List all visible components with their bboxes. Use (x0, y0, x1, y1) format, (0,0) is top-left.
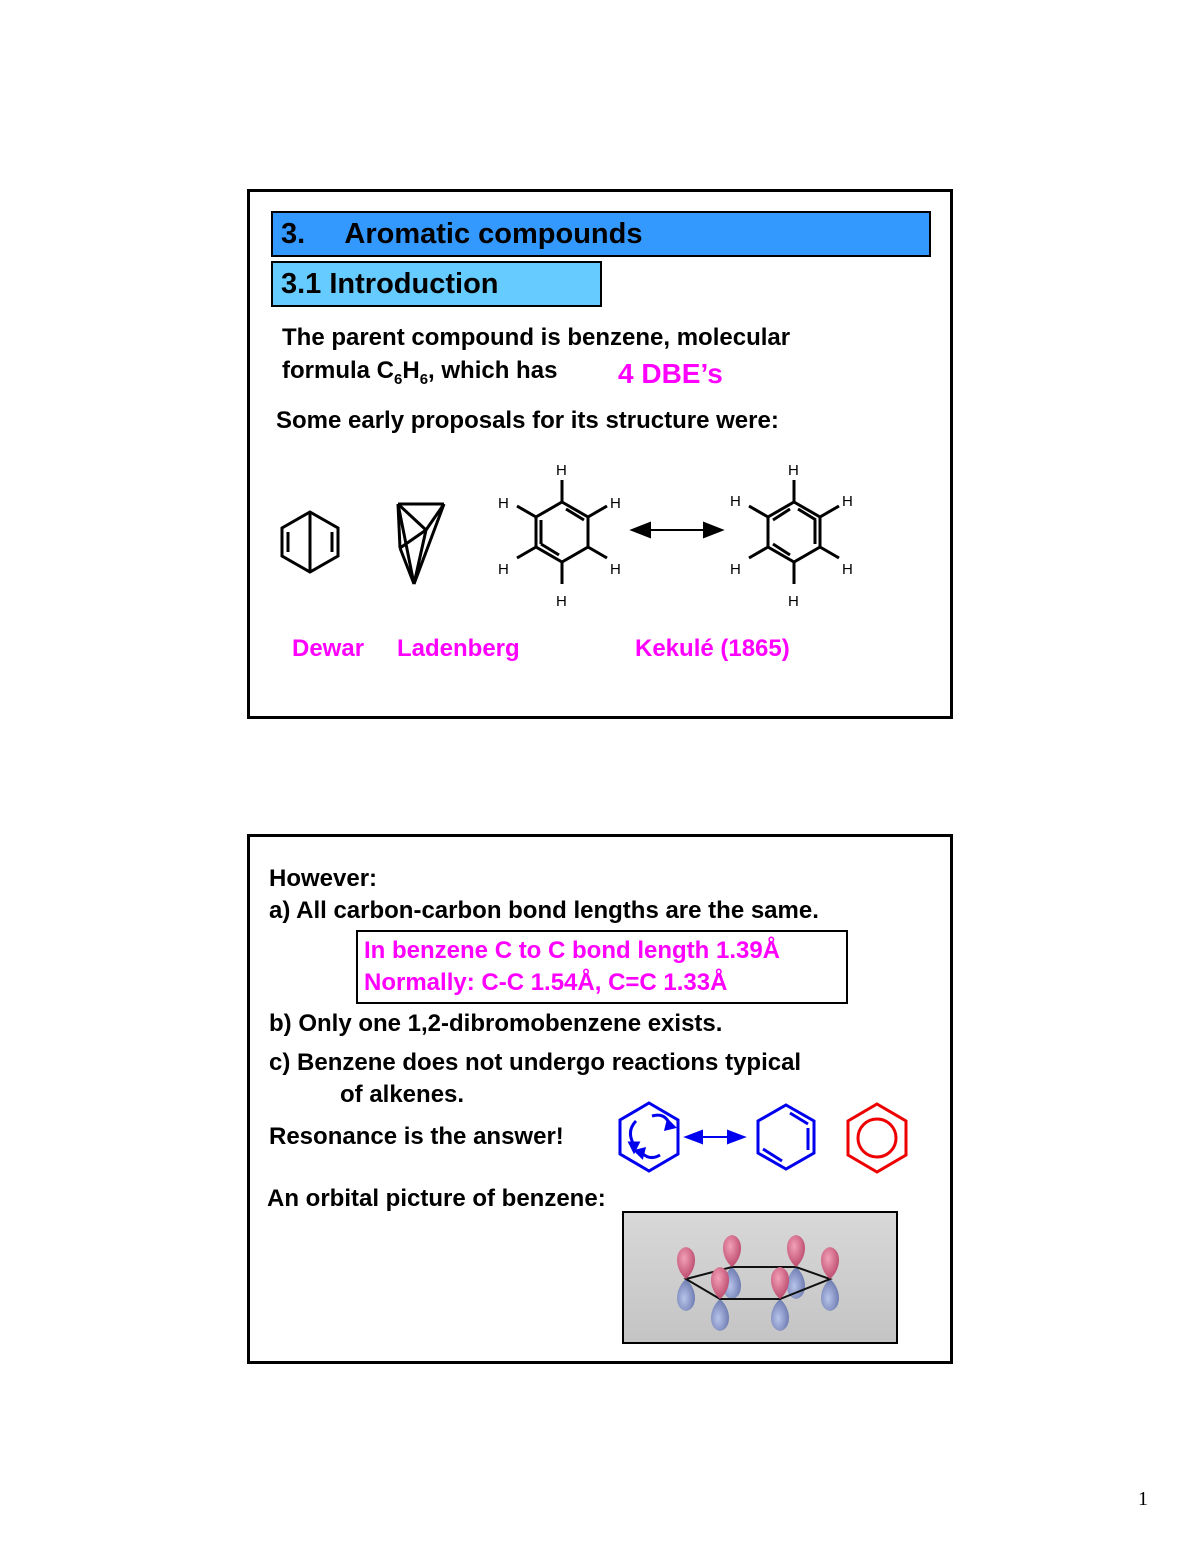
kekule2-h-top-right: H (842, 493, 853, 510)
label-dewar: Dewar (292, 635, 365, 662)
point-c-line-2: of alkenes. (340, 1081, 465, 1108)
kekule2-h-top: H (788, 462, 799, 479)
kekule2-h-top-left: H (730, 493, 741, 510)
kekule1-h-bottom-right: H (610, 561, 621, 578)
point-b: b) Only one 1,2-dibromobenzene exists. (269, 1010, 723, 1037)
kekule2-h-bottom-left: H (730, 561, 741, 578)
kekule-structure-1 (517, 480, 607, 584)
kekule2-h-bottom-right: H (842, 561, 853, 578)
resonance-answer: Resonance is the answer! (269, 1123, 564, 1150)
kekule1-h-top-right: H (610, 495, 621, 512)
ladenberg-prismane-structure (398, 504, 444, 584)
point-a: a) All carbon-carbon bond lengths are the same. (269, 897, 819, 924)
bond-length-line-1: In benzene C to C bond length 1.39Å (364, 937, 781, 964)
dewar-benzene-structure (282, 512, 338, 572)
benzene-circle-red-structure (848, 1104, 906, 1172)
label-kekule: Kekulé (1865) (635, 635, 790, 662)
slide-benzene-properties (247, 834, 953, 1364)
formula-suffix: , which has (428, 357, 558, 384)
dbe-count: 4 DBE’s (618, 358, 723, 389)
however-heading: However: (269, 865, 378, 892)
benzene-resonance-arrows-structure (620, 1103, 678, 1171)
blue-double-arrow (686, 1131, 744, 1143)
formula-h: H (402, 357, 420, 384)
proposals-heading: Some early proposals for its structure were: (276, 407, 779, 434)
orbital-picture (622, 1211, 898, 1344)
label-ladenberg: Ladenberg (397, 635, 520, 662)
intro-line-1: The parent compound is benzene, molecular (282, 324, 791, 351)
page-number: 1 (1138, 1488, 1148, 1510)
formula-sub-h: 6 (419, 370, 429, 388)
kekule-structure-2 (749, 480, 839, 584)
formula-sub-c: 6 (394, 370, 403, 388)
point-c-line-1: c) Benzene does not undergo reactions typical (269, 1049, 802, 1076)
bond-length-line-2: Normally: C-C 1.54Å, C=C 1.33Å (364, 969, 728, 996)
kekule1-h-bottom: H (556, 593, 567, 610)
formula-prefix: formula C (282, 357, 395, 384)
resonance-double-arrow (632, 523, 722, 537)
kekule1-h-top: H (556, 462, 567, 479)
subsection-title: 3.1 Introduction (271, 261, 602, 307)
benzene-kekule-blue-structure (758, 1105, 814, 1169)
orbital-caption: An orbital picture of benzene: (267, 1185, 606, 1212)
benzene-ring-outline (686, 1267, 830, 1299)
slide-aromatic-intro (247, 189, 953, 719)
kekule2-h-bottom: H (788, 593, 799, 610)
kekule1-h-top-left: H (498, 495, 509, 512)
kekule1-h-bottom-left: H (498, 561, 509, 578)
section-title: 3. Aromatic compounds (271, 211, 931, 257)
pi-orbital-diagram (624, 1213, 896, 1342)
